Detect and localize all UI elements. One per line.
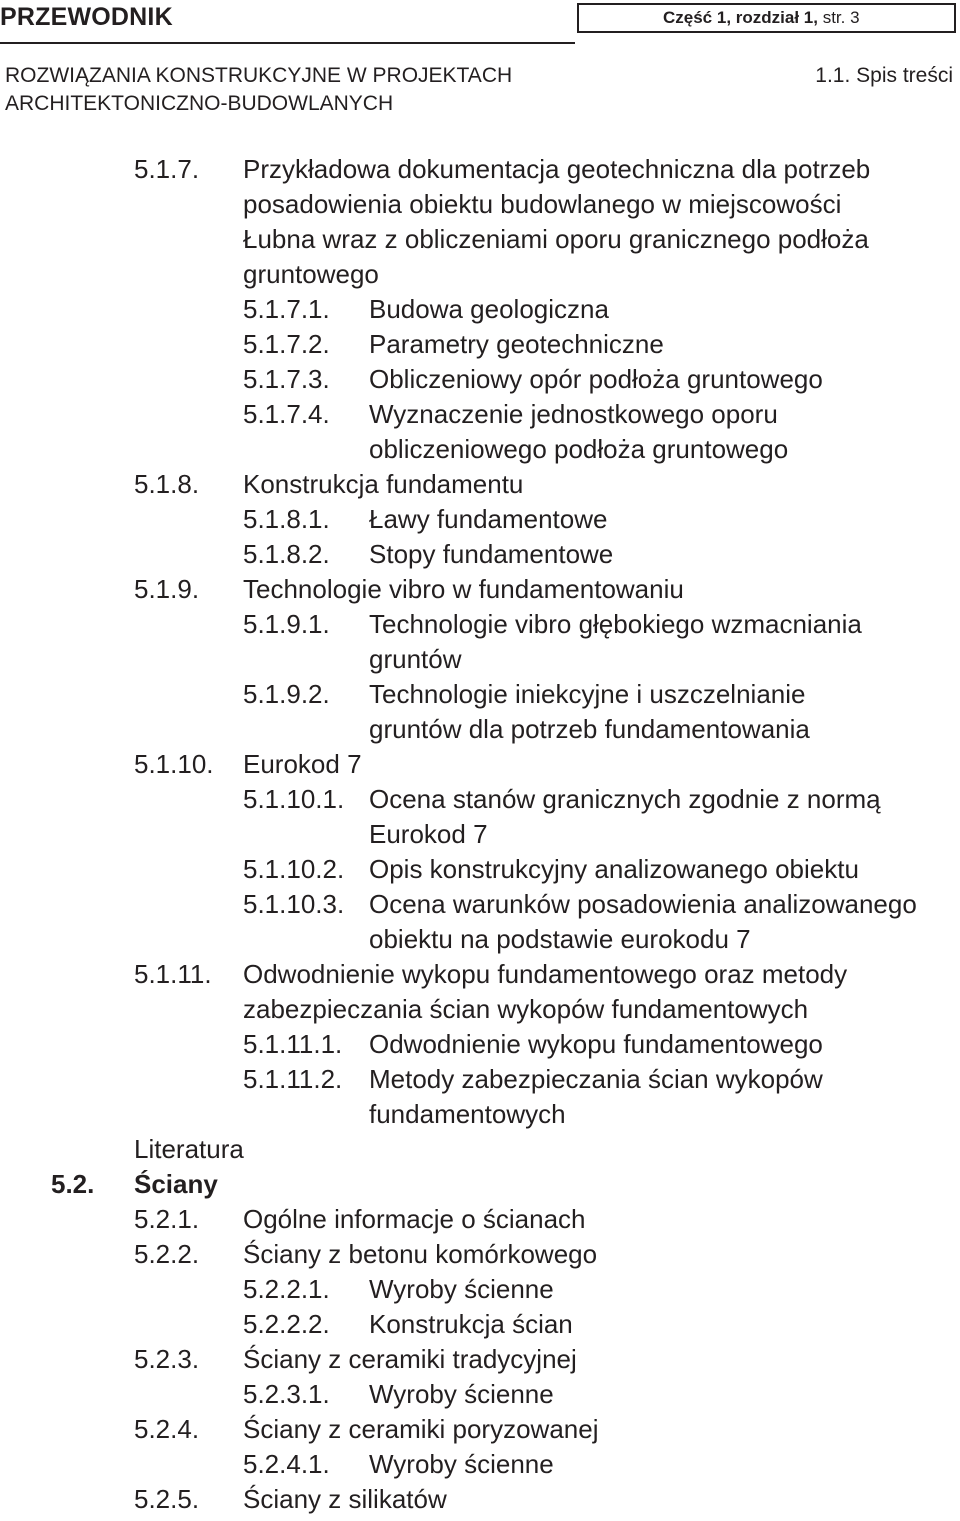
- toc-entry[interactable]: [0, 572, 960, 607]
- toc-entry-text: gruntów: [369, 644, 462, 674]
- toc-entry-text: Obliczeniowy opór podłoża gruntowego: [369, 364, 823, 394]
- toc-entry-text: Ławy fundamentowe: [369, 504, 608, 534]
- toc-entry[interactable]: [0, 1097, 960, 1132]
- toc-entry[interactable]: [0, 397, 960, 432]
- toc-entry-number: 5.1.7.1.: [243, 294, 330, 324]
- toc-entry-number: 5.2.5.: [134, 1484, 200, 1514]
- toc-entry[interactable]: [0, 1237, 960, 1272]
- toc-entry[interactable]: [0, 922, 960, 957]
- toc-entry-text: Eurokod 7: [369, 819, 488, 849]
- toc-entry-number: 5.1.10.: [134, 749, 214, 779]
- toc-entry[interactable]: [0, 782, 960, 817]
- toc-entry[interactable]: [0, 1307, 960, 1342]
- toc-entry[interactable]: [0, 642, 960, 677]
- toc-entry-number: 5.1.10.3.: [243, 889, 345, 919]
- toc-entry-number: 5.2.2.: [134, 1239, 200, 1269]
- toc-entry-number: 5.1.11.: [134, 959, 212, 989]
- toc-entry-number: 5.2.2.2.: [243, 1309, 330, 1339]
- toc-entry[interactable]: [0, 1447, 960, 1482]
- toc-entry[interactable]: [0, 1062, 960, 1097]
- toc-entry-text: Ocena stanów granicznych zgodnie z normą: [369, 784, 881, 814]
- toc-entry[interactable]: [0, 1412, 960, 1447]
- toc-entry-text: zabezpieczania ścian wykopów fundamentowych: [243, 994, 809, 1024]
- toc-literature[interactable]: [0, 1132, 960, 1167]
- toc-entry[interactable]: [0, 152, 960, 187]
- toc-entry-text: Konstrukcja ścian: [369, 1309, 573, 1339]
- toc-entry[interactable]: [0, 852, 960, 887]
- toc-entry-text: Ogólne informacje o ścianach: [243, 1204, 586, 1234]
- toc-entry[interactable]: [0, 1377, 960, 1412]
- toc-entry-number: 5.2.3.: [134, 1344, 200, 1374]
- toc-entry[interactable]: [0, 677, 960, 712]
- part-chapter-label: Część 1, rozdział 1,: [663, 8, 818, 27]
- toc-entry[interactable]: [0, 362, 960, 397]
- toc-entry-number: 5.1.9.1.: [243, 609, 330, 639]
- toc-entry-text: Wyroby ścienne: [369, 1274, 554, 1304]
- toc-entry-text: Ściany z betonu komórkowego: [243, 1239, 598, 1269]
- toc-entry-text: Wyroby ścienne: [369, 1449, 554, 1479]
- toc-entry-text: Odwodnienie wykopu fundamentowego: [369, 1029, 823, 1059]
- toc-entry-text: Wyroby ścienne: [369, 1379, 554, 1409]
- toc-entry[interactable]: [0, 712, 960, 747]
- part-chapter-box: [577, 3, 956, 33]
- guide-title: PRZEWODNIK: [0, 3, 173, 31]
- toc-entry-number: 5.1.7.3.: [243, 364, 330, 394]
- toc-entry[interactable]: [0, 1202, 960, 1237]
- toc-entry-text: Eurokod 7: [243, 749, 362, 779]
- toc-entry[interactable]: [0, 327, 960, 362]
- subtitle-line-2: ARCHITEKTONICZNO-BUDOWLANYCH: [5, 92, 394, 115]
- toc-entry-number: 5.1.9.2.: [243, 679, 330, 709]
- toc-entry-text: Literatura: [134, 1134, 244, 1164]
- toc-entry-number: 5.1.8.2.: [243, 539, 330, 569]
- toc-entry-number: 5.2.1.: [134, 1204, 200, 1234]
- toc-entry-number: 5.1.8.1.: [243, 504, 330, 534]
- toc-entry-text: Parametry geotechniczne: [369, 329, 664, 359]
- toc-entry-number: 5.2.3.1.: [243, 1379, 330, 1409]
- toc-entry-number: 5.1.7.: [134, 154, 200, 184]
- toc-entry[interactable]: [0, 887, 960, 922]
- toc-entry[interactable]: [0, 1342, 960, 1377]
- toc-entry[interactable]: [0, 1167, 960, 1202]
- header-rule: [0, 42, 575, 44]
- toc-entry-number: 5.1.11.2.: [243, 1064, 343, 1094]
- toc-entry[interactable]: [0, 432, 960, 467]
- toc-entry-number: 5.1.10.2.: [243, 854, 345, 884]
- toc-entry-number: 5.1.7.4.: [243, 399, 330, 429]
- toc-entry-text: fundamentowych: [369, 1099, 566, 1129]
- toc-entry-number: 5.1.9.: [134, 574, 200, 604]
- toc-entry-text: posadowienia obiektu budowlanego w miejscowości: [243, 189, 842, 219]
- toc-entry-text: Przykładowa dokumentacja geotechniczna dla potrzeb: [243, 154, 871, 184]
- toc-entry-text: Metody zabezpieczania ścian wykopów: [369, 1064, 823, 1094]
- toc-entry-number: 5.1.11.1.: [243, 1029, 343, 1059]
- toc-entry-text: gruntów dla potrzeb fundamentowania: [369, 714, 810, 744]
- toc-entry[interactable]: [0, 187, 960, 222]
- toc-entry-number: 5.2.4.: [134, 1414, 200, 1444]
- toc-entry-text: Ściany z ceramiki tradycyjnej: [243, 1344, 577, 1374]
- toc-entry[interactable]: [0, 502, 960, 537]
- toc-entry-text: Wyznaczenie jednostkowego oporu: [369, 399, 778, 429]
- toc-entry-text: Ściany z silikatów: [243, 1484, 447, 1514]
- toc-entry-number: 5.1.10.1.: [243, 784, 345, 814]
- toc-entry[interactable]: [0, 607, 960, 642]
- page-label: str. 3: [822, 8, 860, 27]
- toc-entry-text: Budowa geologiczna: [369, 294, 609, 324]
- toc-entry-number: 5.2.2.1.: [243, 1274, 330, 1304]
- toc-entry-text: Ocena warunków posadowienia analizowanego: [369, 889, 917, 919]
- toc-entry[interactable]: [0, 537, 960, 572]
- toc-entry[interactable]: [0, 957, 960, 992]
- toc-entry-text: Stopy fundamentowe: [369, 539, 614, 569]
- toc-entry-text: Ściany z ceramiki poryzowanej: [243, 1414, 599, 1444]
- toc-entry-number: 5.2.: [51, 1169, 95, 1199]
- toc-entry-text: Technologie iniekcyjne i uszczelnianie: [369, 679, 806, 709]
- toc-entry-text: Łubna wraz z obliczeniami oporu granicznego podłoża: [243, 224, 869, 254]
- toc-entry-text: Ściany: [134, 1169, 218, 1199]
- publication-subtitle: [5, 62, 512, 118]
- toc-entry[interactable]: [0, 1482, 960, 1517]
- toc-entry-number: 5.1.7.2.: [243, 329, 330, 359]
- toc-entry-text: Opis konstrukcyjny analizowanego obiektu: [369, 854, 859, 884]
- toc-entry-text: Technologie vibro w fundamentowaniu: [243, 574, 684, 604]
- toc-entry-text: obiektu na podstawie eurokodu 7: [369, 924, 751, 954]
- toc-entry-number: 5.2.4.1.: [243, 1449, 330, 1479]
- toc-entry[interactable]: [0, 1027, 960, 1062]
- toc-entry[interactable]: [0, 222, 960, 257]
- toc-entry[interactable]: [0, 257, 960, 292]
- section-title: 1.1. Spis treści: [815, 64, 953, 87]
- toc-entry[interactable]: [0, 817, 960, 852]
- toc-entry[interactable]: [0, 467, 960, 502]
- toc-entry-number: 5.1.8.: [134, 469, 200, 499]
- subtitle-line-1: ROZWIĄZANIA KONSTRUKCYJNE W PROJEKTACH: [5, 64, 513, 87]
- toc-entry[interactable]: [0, 292, 960, 327]
- toc-entry-text: gruntowego: [243, 259, 379, 289]
- toc-entry-text: obliczeniowego podłoża gruntowego: [369, 434, 789, 464]
- toc-entry[interactable]: [0, 747, 960, 782]
- toc-entry-text: Odwodnienie wykopu fundamentowego oraz metody: [243, 959, 848, 989]
- table-of-contents: [0, 152, 960, 1517]
- toc-entry[interactable]: [0, 1272, 960, 1307]
- toc-entry-text: Konstrukcja fundamentu: [243, 469, 524, 499]
- toc-entry[interactable]: [0, 992, 960, 1027]
- toc-entry-text: Technologie vibro głębokiego wzmacniania: [369, 609, 862, 639]
